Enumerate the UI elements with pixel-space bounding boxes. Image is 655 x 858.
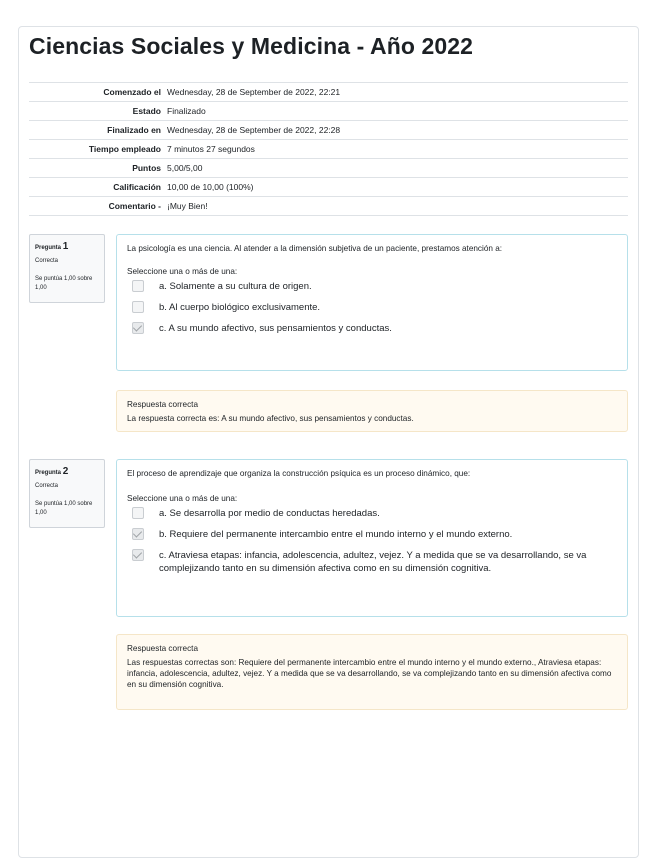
summary-row-time-taken bbox=[29, 140, 628, 159]
summary-value: 10,00 de 10,00 (100%) bbox=[167, 182, 254, 192]
summary-value: Wednesday, 28 de September de 2022, 22:21 bbox=[167, 87, 341, 97]
checkbox[interactable] bbox=[132, 280, 144, 292]
question-2-formulation bbox=[116, 459, 628, 617]
feedback-text: La respuesta correcta es: A su mundo afectivo, sus pensamientos y conductas. bbox=[127, 414, 414, 423]
summary-label: Calificación bbox=[113, 182, 161, 192]
question-1-feedback bbox=[116, 390, 628, 432]
summary-row-comment bbox=[29, 197, 628, 216]
answer-option-b[interactable] bbox=[127, 528, 617, 541]
option-label: b. Al cuerpo biológico exclusivamente. bbox=[159, 302, 321, 313]
summary-label: Estado bbox=[132, 106, 161, 116]
option-label: b. Requiere del permanente intercambio entre el mundo interno y el mundo externo. bbox=[159, 529, 513, 540]
feedback-text: Las respuestas correctas son: Requiere del permanente intercambio entre el mundo interno y el mundo externo., Atraviesa etapas: infancia, adolescencia, adultez, vejez. Y a medida que se va desarrollando, se va complejizando tanto en su dimensión afectiva como en su dimensión cognitiva. bbox=[127, 658, 612, 689]
question-state: Correcta bbox=[35, 258, 59, 264]
summary-row-state bbox=[29, 102, 628, 121]
question-1-info bbox=[29, 234, 105, 303]
option-label: a. Solamente a su cultura de origen. bbox=[159, 281, 312, 292]
page-title: Ciencias Sociales y Medicina - Año 2022 bbox=[29, 33, 474, 59]
summary-label: Comentario - bbox=[108, 201, 161, 211]
checkbox[interactable] bbox=[132, 507, 144, 519]
summary-value: 7 minutos 27 segundos bbox=[167, 144, 255, 154]
checkbox[interactable] bbox=[132, 549, 144, 561]
feedback-title: Respuesta correcta bbox=[127, 644, 198, 653]
answer-option-a[interactable] bbox=[127, 507, 617, 520]
summary-value: Wednesday, 28 de September de 2022, 22:28 bbox=[167, 125, 341, 135]
question-1-formulation bbox=[116, 234, 628, 371]
option-label: a. Se desarrolla por medio de conductas heredadas. bbox=[159, 508, 380, 519]
option-label: c. Atraviesa etapas: infancia, adolescencia, adultez, vejez. Y a medida que se va desarrollando, se va complejizando tanto en su dimensión afectiva como en su dimensión cognitiva. bbox=[159, 550, 587, 574]
answer-option-b[interactable] bbox=[127, 301, 617, 314]
question-2-info bbox=[29, 459, 105, 528]
checkbox[interactable] bbox=[132, 528, 144, 540]
checkbox[interactable] bbox=[132, 322, 144, 334]
question-grade: Se puntúa 1,00 sobre 1,00 bbox=[35, 501, 93, 516]
question-text: El proceso de aprendizaje que organiza la construcción psíquica es un proceso dinámico, que: bbox=[127, 469, 471, 478]
summary-label: Puntos bbox=[132, 163, 161, 173]
attempt-summary-table bbox=[29, 82, 628, 216]
answer-option-c[interactable] bbox=[127, 549, 617, 575]
checkbox[interactable] bbox=[132, 301, 144, 313]
answer-prompt: Seleccione una o más de una: bbox=[127, 494, 238, 503]
summary-value: 5,00/5,00 bbox=[167, 163, 203, 173]
question-label: Pregunta bbox=[35, 470, 62, 476]
answer-option-c[interactable] bbox=[127, 322, 617, 335]
question-number bbox=[35, 466, 68, 477]
summary-row-grade bbox=[29, 178, 628, 197]
summary-value: Finalizado bbox=[167, 106, 206, 116]
feedback-title: Respuesta correcta bbox=[127, 400, 198, 409]
question-grade: Se puntúa 1,00 sobre 1,00 bbox=[35, 276, 93, 291]
summary-label: Comenzado el bbox=[103, 87, 161, 97]
question-number-value: 2 bbox=[62, 466, 69, 477]
option-label: c. A su mundo afectivo, sus pensamientos y conductas. bbox=[159, 323, 392, 334]
summary-row-started bbox=[29, 83, 628, 102]
summary-label: Finalizado en bbox=[107, 125, 161, 135]
summary-row-finished bbox=[29, 121, 628, 140]
question-text: La psicología es una ciencia. Al atender a la dimensión subjetiva de un paciente, prestamos atención a: bbox=[127, 244, 503, 253]
summary-row-points bbox=[29, 159, 628, 178]
answer-prompt: Seleccione una o más de una: bbox=[127, 267, 238, 276]
question-state: Correcta bbox=[35, 483, 59, 489]
question-number-value: 1 bbox=[62, 241, 69, 252]
answer-option-a[interactable] bbox=[127, 280, 617, 293]
summary-value: ¡Muy Bien! bbox=[167, 201, 208, 211]
question-number bbox=[35, 241, 68, 252]
quiz-review-card bbox=[18, 26, 639, 858]
question-2-feedback bbox=[116, 634, 628, 710]
summary-label: Tiempo empleado bbox=[88, 144, 161, 154]
question-label: Pregunta bbox=[35, 245, 62, 251]
